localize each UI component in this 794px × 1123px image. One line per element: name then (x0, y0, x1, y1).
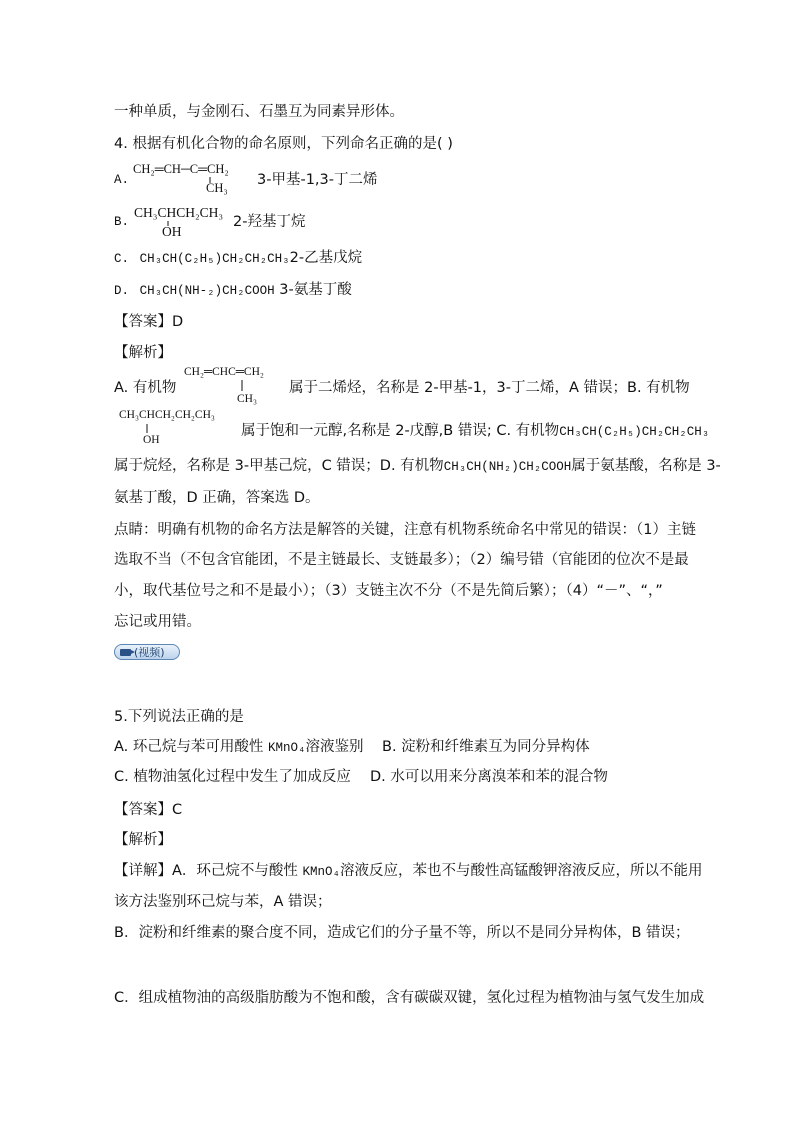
q5-detail-line4: C．组成植物油的高级脂肪酸为不饱和酸，含有碳碳双键，氢化过程为植物油与氢气发生加成 (114, 990, 705, 1006)
q5-answer: 【答案】C (114, 802, 183, 818)
video-button-label: (视频) (134, 646, 165, 659)
q4-explain-line2 (241, 421, 709, 442)
q5-detail-post: 溶液反应，苯也不与酸性高锰酸钾溶液反应，所以不能用 (340, 863, 703, 879)
q4-ex2-formula: CH₃CH(C₂H₅)CH₂CH₂CH₃ (559, 425, 710, 439)
q4-b-main-chain: CH₃CHCH₂CH₃ (134, 205, 224, 220)
q5-option-c: C. 植物油氢化过程中发生了加成反应 (114, 769, 351, 785)
q4-ex2-branch: OH (143, 434, 160, 446)
q4-explain-line4: 氨基丁酸，D 正确，答案选 D。 (114, 490, 320, 506)
q4-d-formula: CH₃CH(NH-₂)CH₂COOH (139, 284, 275, 298)
q5-detail-pre: 【详解】A．环己烷不与酸性 (114, 863, 303, 879)
q4-ex1-branch-bond (184, 366, 288, 406)
q4-answer: 【答案】D (114, 314, 184, 330)
q5-detail-line2: 该方法鉴别环己烷与苯，A 错误； (114, 894, 332, 910)
q5-detail-formula: KMnO₄ (302, 865, 341, 879)
q5-option-a (114, 737, 364, 758)
q4-explain-a-structure (184, 366, 288, 406)
q4-explain-line3 (114, 456, 721, 477)
q4-option-a-name: 3-甲基-1,3-丁二烯 (257, 172, 378, 188)
q5-analysis-heading: 【解析】 (114, 832, 172, 848)
q4-c-label: C. (114, 252, 130, 266)
q4-explain-a-post: 属于二烯烃，名称是 2-甲基-1，3-丁二烯，A 错误；B. 有机物 (289, 380, 690, 396)
q5-option-b: B. 淀粉和纤维素互为同分异构体 (382, 739, 590, 755)
q4-tip-line2: 选取不当（不包含官能团，不是主链最长、支链最多）；（2）编号错（官能团的位次不是最 (114, 552, 689, 568)
q4-option-d (114, 280, 352, 301)
q4-a-branch-bond (133, 162, 257, 196)
q4-d-name: 3-氨基丁酸 (279, 282, 352, 298)
q5-option-d: D. 水可以用来分离溴苯和苯的混合物 (370, 769, 608, 785)
q4-tip-line3: 小，取代基位号之和不是最小）；（3）支链主次不分（不是先简后繁）；（4）“－”、“，” (114, 583, 663, 599)
q4-ex1-main: CH₂═CHC═CH₂ (184, 366, 264, 378)
video-camera-icon (120, 649, 131, 656)
q4-stem: 4. 根据有机化合物的命名原则，下列命名正确的是( ) (114, 136, 453, 152)
q5-detail-line3: B．淀粉和纤维素的聚合度不同，造成它们的分子量不等，所以不是同分异构体，B 错误； (114, 925, 690, 941)
video-button[interactable] (114, 644, 180, 660)
q4-option-b-name: 2-羟基丁烷 (233, 214, 306, 230)
q5-a-formula: KMnO₄ (268, 741, 306, 755)
q4-ex2-main: CH₃CHCH₂CH₂CH₃ (119, 409, 215, 421)
q5-stem: 5.下列说法正确的是 (114, 709, 244, 725)
q4-b-branch: OH (162, 224, 182, 239)
q5-detail-line1 (114, 861, 703, 882)
q4-b-branch-bond (134, 205, 234, 239)
q4-analysis-heading: 【解析】 (114, 345, 172, 361)
q4-ex3-formula: CH₃CH(NH₂)CH₂COOH (443, 460, 572, 474)
q4-tip-line1: 点睛：明确有机物的命名方法是解答的关键，注意有机物系统命名中常见的错误：（1）主链 (114, 522, 696, 538)
q5-a-post: 溶液鉴别 (305, 739, 364, 755)
q4-option-b-structure (134, 205, 234, 239)
q4-ex2-text: 属于饱和一元醇,名称是 2-戊醇,B 错误; C. 有机物 (241, 423, 560, 439)
q4-ex3-a: 属于烷烃，名称是 3-甲基己烷，C 错误；D. 有机物 (114, 458, 444, 474)
q4-a-main-chain: CH₂═CH─C═CH₂ (133, 162, 229, 176)
q5-a-pre: A. 环己烷与苯可用酸性 (114, 739, 268, 755)
q4-ex1-branch: CH₃ (237, 393, 257, 405)
q4-option-a-label: A. (114, 173, 130, 187)
q4-c-name: 2-乙基戊烷 (289, 250, 363, 266)
q4-explain-a-pre: A. 有机物 (114, 380, 177, 396)
q4-ex2-branch-bond (119, 409, 243, 449)
q4-a-branch: CH₃ (206, 181, 228, 195)
q4-c-formula: CH₃CH(C₂H₅)CH₂CH₂CH₃ (139, 252, 290, 266)
q4-option-c (114, 248, 362, 269)
q4-d-label: D. (114, 284, 130, 298)
q4-option-b-label: B. (114, 215, 130, 229)
q4-explain-b-structure (119, 409, 243, 449)
q4-option-a-structure (133, 162, 257, 196)
intro-text: 一种单质，与金刚石、石墨互为同素异形体。 (114, 104, 404, 120)
q4-ex3-b: 属于氨基酸，名称是 3- (571, 458, 721, 474)
q4-tip-line4: 忘记或用错。 (114, 614, 201, 630)
